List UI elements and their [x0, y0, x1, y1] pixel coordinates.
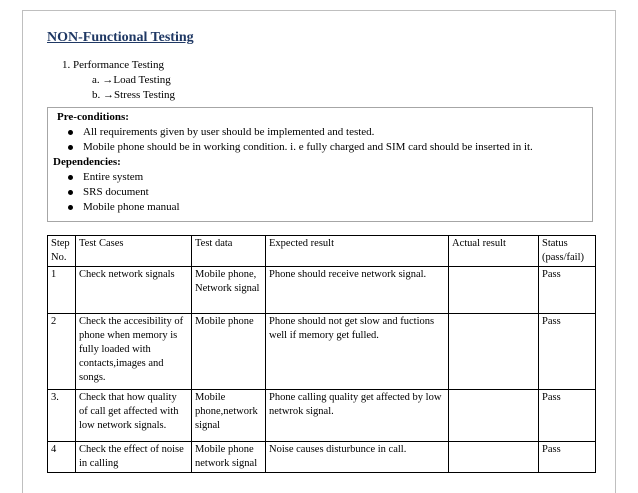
table-cell: Pass	[539, 390, 596, 442]
list-text: →Stress Testing	[103, 89, 176, 101]
column-header: Step No.	[48, 236, 76, 267]
table-row	[48, 442, 596, 473]
preconditions-box	[47, 107, 593, 222]
table-cell: 1	[48, 267, 76, 314]
table-cell: Mobile phone, Network signal	[192, 267, 266, 314]
preconditions-list	[53, 125, 592, 155]
table-cell: Check the effect of noise in calling	[76, 442, 192, 473]
table-cell	[449, 442, 539, 473]
column-header: Test data	[192, 236, 266, 267]
table-cell	[449, 390, 539, 442]
list-item	[62, 88, 175, 103]
page-border-left	[22, 10, 23, 493]
testing-type-list	[62, 58, 175, 103]
table-cell: Mobile phone network signal	[192, 442, 266, 473]
column-header: Status (pass/fail)	[539, 236, 596, 267]
table-cell: 3.	[48, 390, 76, 442]
column-header: Expected result	[266, 236, 449, 267]
table-cell: Pass	[539, 314, 596, 390]
table-row	[48, 390, 596, 442]
list-item: Mobile phone manual	[83, 200, 592, 215]
table-cell: Mobile phone	[192, 314, 266, 390]
table-cell: 2	[48, 314, 76, 390]
list-marker: 1.	[62, 59, 71, 71]
table-cell: Mobile phone,network signal	[192, 390, 266, 442]
list-item	[62, 73, 175, 88]
list-marker: b.	[92, 89, 101, 101]
table-cell: Check network signals	[76, 267, 192, 314]
page-border-right	[615, 10, 616, 493]
table-row	[48, 267, 596, 314]
list-marker: a.	[92, 74, 100, 86]
preconditions-heading: Pre-conditions:	[57, 111, 129, 123]
dependencies-heading: Dependencies:	[53, 156, 121, 168]
table-header-row	[48, 236, 596, 267]
column-header: Test Cases	[76, 236, 192, 267]
table-cell: Phone should receive network signal.	[266, 267, 449, 314]
list-text: Performance Testing	[73, 59, 164, 71]
list-item: All requirements given by user should be implemented and tested.	[83, 125, 592, 140]
table-cell	[449, 267, 539, 314]
list-item: Mobile phone should be in working condition. i. e fully charged and SIM card should be inserted in it.	[83, 140, 592, 155]
list-item: SRS document	[83, 185, 592, 200]
table-row	[48, 314, 596, 390]
table-cell: Noise causes disturbunce in call.	[266, 442, 449, 473]
table-cell: Check the accesibility of phone when memory is fully loaded with contacts,images and songs.	[76, 314, 192, 390]
list-text: →Load Testing	[102, 74, 171, 86]
table-cell: 4	[48, 442, 76, 473]
column-header: Actual result	[449, 236, 539, 267]
table-cell: Pass	[539, 442, 596, 473]
table-cell	[449, 314, 539, 390]
table-cell: Pass	[539, 267, 596, 314]
list-item	[62, 58, 175, 73]
list-item: Entire system	[83, 170, 592, 185]
doc-title: NON-Functional Testing	[47, 30, 194, 45]
page-border-top	[22, 10, 616, 11]
table-cell: Phone calling quality get affected by low netwrok signal.	[266, 390, 449, 442]
table-cell: Check that how quality of call get affected with low network signals.	[76, 390, 192, 442]
table-cell: Phone should not get slow and fuctions well if memory get fulled.	[266, 314, 449, 390]
dependencies-list	[53, 170, 592, 215]
test-case-table	[47, 235, 596, 473]
